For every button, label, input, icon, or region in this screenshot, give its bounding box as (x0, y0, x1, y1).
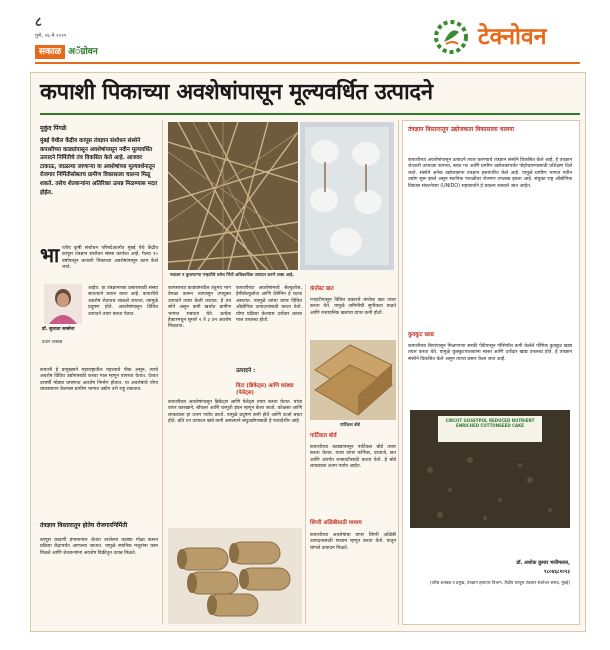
subhead-mushroom: धिंगरी अळिंबीसाठी माध्यम (310, 520, 362, 526)
masthead-rule (35, 62, 580, 64)
scientist-role: प्रधान शास्त्रज्ञ (42, 339, 63, 344)
product-label: CIRCOT GOSSYPOL REDUCED NUTRIENT ENRICHED COTTONSEED CAKE (445, 418, 535, 429)
particle-board-photo (310, 340, 396, 420)
column-divider-2 (305, 284, 306, 624)
cotton-stalks-photo (168, 122, 298, 270)
column2-paragraph-1: कापसाच्या काड्यांमधील तंतुमय भाग वेगळा करून त्यापासून उपयुक्त उत्पादने तयार केली जातात. हे तंत्र सोपे असून कमी खर्चात ग्रामीण भागात राबवता येते. प्रत्येक हेक्टरमधून सुमारे २ ते ३ टन अवशेष मिळतात. (168, 286, 231, 330)
cotton-boll-photo (300, 122, 394, 270)
paper-name: सकाळ (35, 45, 65, 59)
sidebar-text-2: कपाशीच्या बियांपासून मिळणाऱ्या सरकी पेंडीपासून गॉसिपॉल कमी केलेले पौष्टिक कुक्कुट खाद्य तयार करता येते. यामुळे कुक्कुटपालकांना स्वस्त आणि दर्जेदार खाद्य उपलब्ध होते. हे तंत्रज्ञान संस्थेने विकसित केले असून त्याचा प्रसार केला जात आहे. (408, 344, 572, 362)
subhead-poultry-feed: कुक्कुट खाद्य (408, 332, 434, 338)
particle-board-caption: पार्टिकल बोर्ड (340, 422, 360, 427)
contact-note: (वरिष्ठ शास्त्रज्ञ व प्रमुख, तंत्रज्ञान हस्तांतर विभाग, केंद्रीय कापूस तंत्रज्ञान संशोधन संस्था, मुंबई) (429, 580, 570, 585)
scientist-name: डॉ. सुजाता सक्सेना (42, 327, 75, 332)
column3-paragraph-3: कपाशीच्या अवशेषांचा वापर धिंगरी अळिंबी उत्पादनासाठी माध्यम म्हणून करता येतो. यातून चांगले उत्पादन मिळते. (310, 533, 396, 551)
column3-paragraph-2: कपाशीच्या काड्यांपासून पार्टिकल बोर्ड तयार करता येतात. याचा वापर फर्निचर, दरवाजे, छत आणि अंतर्गत सजावटीसाठी करता येतो. हे बोर्ड लाकडाला उत्तम पर्याय आहेत. (310, 445, 396, 470)
supplement-name: अॅग्रोवन (68, 47, 98, 57)
column1-paragraph-1: रतीय कृषी संशोधन परिषदेअंतर्गत मुंबई येथे केंद्रीय कापूस तंत्रज्ञान संशोधन संस्था कार्यरत आहे. गेल्या १० वर्षांपासून कपाशी पिकाच्या अवशेषांपासून काम केले जाते. (62, 246, 158, 271)
column-divider-3 (398, 120, 399, 625)
sidebar-title: तंत्रज्ञान विस्तारातून उद्योजकता विकासाला चालना (408, 126, 515, 133)
subhead-employment: तंत्रज्ञान विस्तारातून होतेय रोजगारनिर्मिती (40, 522, 128, 529)
sidebar-box (402, 120, 580, 625)
sidebar-text: कपाशीच्या अवशेषांपासून उत्पादने तयार करण्याचे तंत्रज्ञान संस्थेने विकसित केले आहे. हे तंत्रज्ञान शेतकरी उत्पादक कंपन्या, बचत गट आणि ग्रामीण उद्योजकांपर्यंत पोहोचवण्यासाठी प्रशिक्षण दिले जाते. संस्थेने अनेक उद्योजकांना तंत्रज्ञान हस्तांतरित केले आहे. यामुळे ग्रामीण भागात नवीन उद्योग सुरू झाले असून स्थानिक पातळीवर रोजगार उपलब्ध झाला आहे. संयुक्त राष्ट्र औद्योगिक विकास संघटनेच्या (UNIDO) सहकार्याने हे प्रकल्प राबवले जात आहेत. (408, 158, 572, 189)
issue-date: पुणे, २६ मे २०२१ (35, 33, 67, 39)
author-byline: मुकुंद पिंगळे (40, 125, 67, 132)
subhead-products: उत्पादने : (236, 368, 256, 374)
contact-phone: ९८०४६८१०२३ (543, 569, 570, 575)
column1-paragraph-3: कपाशी हे प्रामुख्याने महाराष्ट्रातील महत्त्वाचे पीक असून, त्याचे अवशेष विविध उद्योगांसाठी कच्चा माल म्हणून वापरता येतात. देशात दरवर्षी मोठ्या प्रमाणात अवशेष निर्माण होतात. या अवशेषांचे योग्य व्यवस्थापन केल्यास ग्रामीण भागात उद्योग उभे राहू शकतात. (40, 368, 158, 393)
column2-paragraph-3: कपाशीच्या अवशेषांपासून ब्रिकेट्स आणि पेलेट्स तयार करता येतात. यांचा वापर कारखाने, बॉयलर आणि घरगुती इंधन म्हणून केला जातो. कोळसा आणि लाकडाला हा उत्तम पर्याय ठरतो. यामुळे प्रदूषण कमी होते आणि ऊर्जा बचत होते. प्रति टन उत्पादन खर्च कमी असल्याने लघुउद्योगासाठी हे फायदेशीर आहे. (168, 400, 302, 425)
scientist-photo (44, 284, 82, 324)
column-divider-1 (162, 120, 163, 625)
cottonseed-cake-photo (410, 410, 570, 528)
contact-name: डॉ. अशोक कुमार भारीमल्ला, (516, 560, 570, 566)
page-number: ८ (35, 15, 42, 30)
newspaper-logo (35, 45, 98, 59)
drop-cap: भा (40, 243, 60, 267)
briquettes-photo (168, 528, 302, 624)
column1-paragraph-4: कापूस काढणी हंगामानंतर शेतात उरलेल्या काड्या गोळा करून प्रक्रिया केंद्रापर्यंत आणल्या जातात. यामुळे स्थानिक मजुरांना काम मिळते आणि शेतकऱ्यांना अवशेष विक्रीतून उत्पन्न मिळते. (40, 538, 158, 556)
column3-paragraph-1: पऱ्हाटीपासून विविध प्रकारचे कंपोस्ट खत तयार करता येते. यामुळे जमिनीची सुपीकता वाढते आणि रासायनिक खतांचा वापर कमी होतो. (310, 298, 396, 316)
photo1-caption: नकाशा न कुजणाऱ्या पऱ्हाटीचे तसेच भिंती अधिकाधिक उत्पादन करणे शक्य आहे. (170, 272, 294, 277)
subhead-briquettes: विटा (ब्रिकेट्स) आणि कांड्या (पेलेट्स) (236, 383, 294, 397)
column1-paragraph-2: आहेत. या तंत्रज्ञानाच्या प्रसारासाठी संस्था सातत्याने प्रयत्न करत आहे. कपाशीचे अवशेष शेतातच जाळले जातात, त्यामुळे प्रदूषण होते. अवशेषांपासून विविध उत्पादने तयार करता येतात. (88, 286, 158, 317)
gear-leaf-icon (432, 18, 470, 56)
section-title: टेक्नोवन (478, 24, 547, 50)
lead-paragraph: मुंबई येथील केंद्रीय कापूस तंत्रज्ञान संशोधन संस्थेने कपाशीच्या काड्यांपासून अवशेषांपासून नवीन मूल्यवर्धित उत्पादने निर्मितीचे तंत्र विकसित केले आहे. आजवर टाकाऊ, जाळल्या जाणाऱ्या या अवशेषांच्या मूल्यवर्धनातून रोजगार निर्मितीसोबतच ग्रामीण विकासाला चालना मिळू शकते. तसेच शेतकऱ्यांना अतिरिक्त उत्पन्न मिळण्यास मदत होईल. (40, 138, 158, 196)
headline-rule (40, 113, 580, 115)
subhead-particle-board: पार्टिकल बोर्ड (310, 433, 337, 439)
subhead-compost: कंपोस्ट खत (310, 286, 334, 292)
column2-paragraph-2: कपाशीच्या अवशेषांमध्ये सेल्युलोज, हेमीसेल्युलोज आणि लिग्निन हे घटक असतात. त्यामुळे त्यांचा वापर विविध औद्योगिक उत्पादनांसाठी करता येतो. योग्य प्रक्रिया केल्यास दर्जेदार कच्चा माल उपलब्ध होतो. (236, 286, 302, 324)
headline: कपाशी पिकाच्या अवशेषांपासून मूल्यवर्धित उत्पादने (40, 80, 433, 105)
